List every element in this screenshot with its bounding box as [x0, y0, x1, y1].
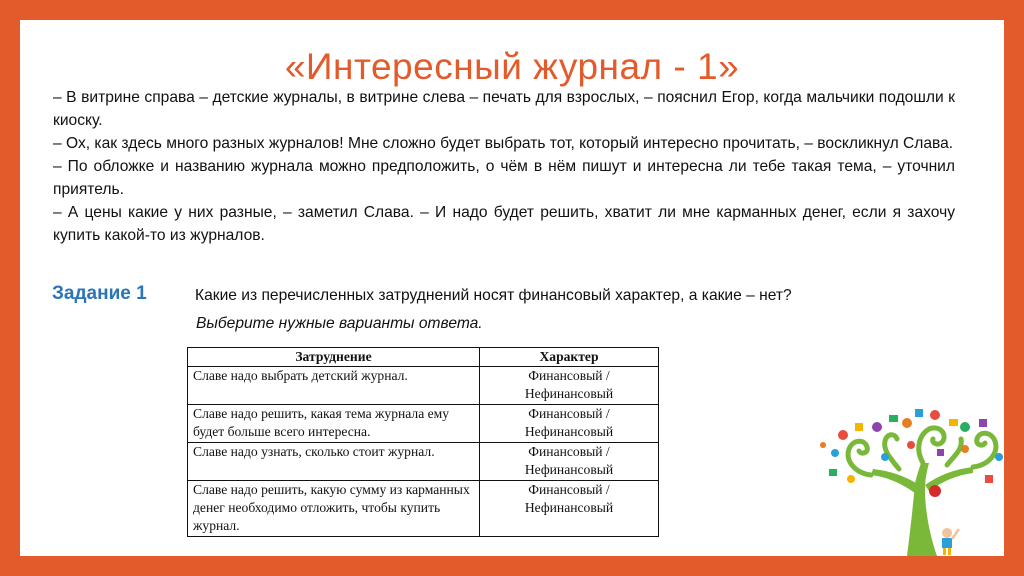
dialogue-text	[53, 86, 955, 247]
task-question: Какие из перечисленных затруднений носят финансовый характер, а какие – нет?	[195, 287, 792, 304]
knowledge-tree-illustration	[815, 405, 1005, 556]
character-cell	[480, 442, 659, 480]
option-nonfinancial[interactable]: Нефинансовый	[524, 386, 614, 401]
table-row	[188, 404, 659, 442]
character-cell	[480, 404, 659, 442]
slide	[20, 20, 1004, 556]
option-financial[interactable]: Финансовый /	[528, 481, 610, 497]
difficulty-cell: Славе надо узнать, сколько стоит журнал.	[188, 442, 480, 480]
difficulty-cell: Славе надо решить, какую сумму из карманных денег необходимо отложить, чтобы купить журнал.	[188, 480, 480, 536]
option-nonfinancial[interactable]: Нефинансовый	[524, 461, 614, 477]
answer-table	[187, 347, 659, 537]
table-header-row	[188, 348, 659, 367]
option-nonfinancial[interactable]: Нефинансовый	[524, 423, 614, 439]
option-financial[interactable]: Финансовый /	[528, 443, 610, 459]
dialogue-line: – А цены какие у них разные, – заметил Слава. – И надо будет решить, хватит ли мне карманных денег, если я захочу купить какой-то из журналов.	[53, 204, 955, 244]
task-label: Задание 1	[52, 283, 147, 304]
option-financial[interactable]: Финансовый /	[528, 368, 610, 383]
difficulty-cell: Славе надо выбрать детский журнал.	[188, 367, 480, 405]
dialogue-line: – В витрине справа – детские журналы, в витрине слева – печать для взрослых, – пояснил Егор, когда мальчики подошли к киоску.	[53, 89, 955, 129]
column-header-difficulty: Затруднение	[188, 348, 480, 367]
option-financial[interactable]: Финансовый /	[528, 405, 610, 421]
dialogue-line: – Ох, как здесь много разных журналов! Мне сложно будет выбрать тот, который интересно прочитать, – воскликнул Слава.	[53, 135, 954, 152]
character-cell	[480, 367, 659, 405]
column-header-character: Характер	[480, 348, 659, 367]
table-row	[188, 367, 659, 405]
slide-title: «Интересный журнал - 1»	[284, 46, 740, 87]
table-row	[188, 480, 659, 536]
option-nonfinancial[interactable]: Нефинансовый	[524, 499, 614, 515]
task-hint: Выберите нужные варианты ответа.	[196, 315, 483, 332]
character-cell	[480, 480, 659, 536]
dialogue-line: – По обложке и названию журнала можно предположить, о чём в нём пишут и интересна ли тебе такая тема, – уточнил приятель.	[53, 158, 955, 198]
difficulty-cell: Славе надо решить, какая тема журнала ему будет больше всего интересна.	[188, 404, 480, 442]
table-row	[188, 442, 659, 480]
